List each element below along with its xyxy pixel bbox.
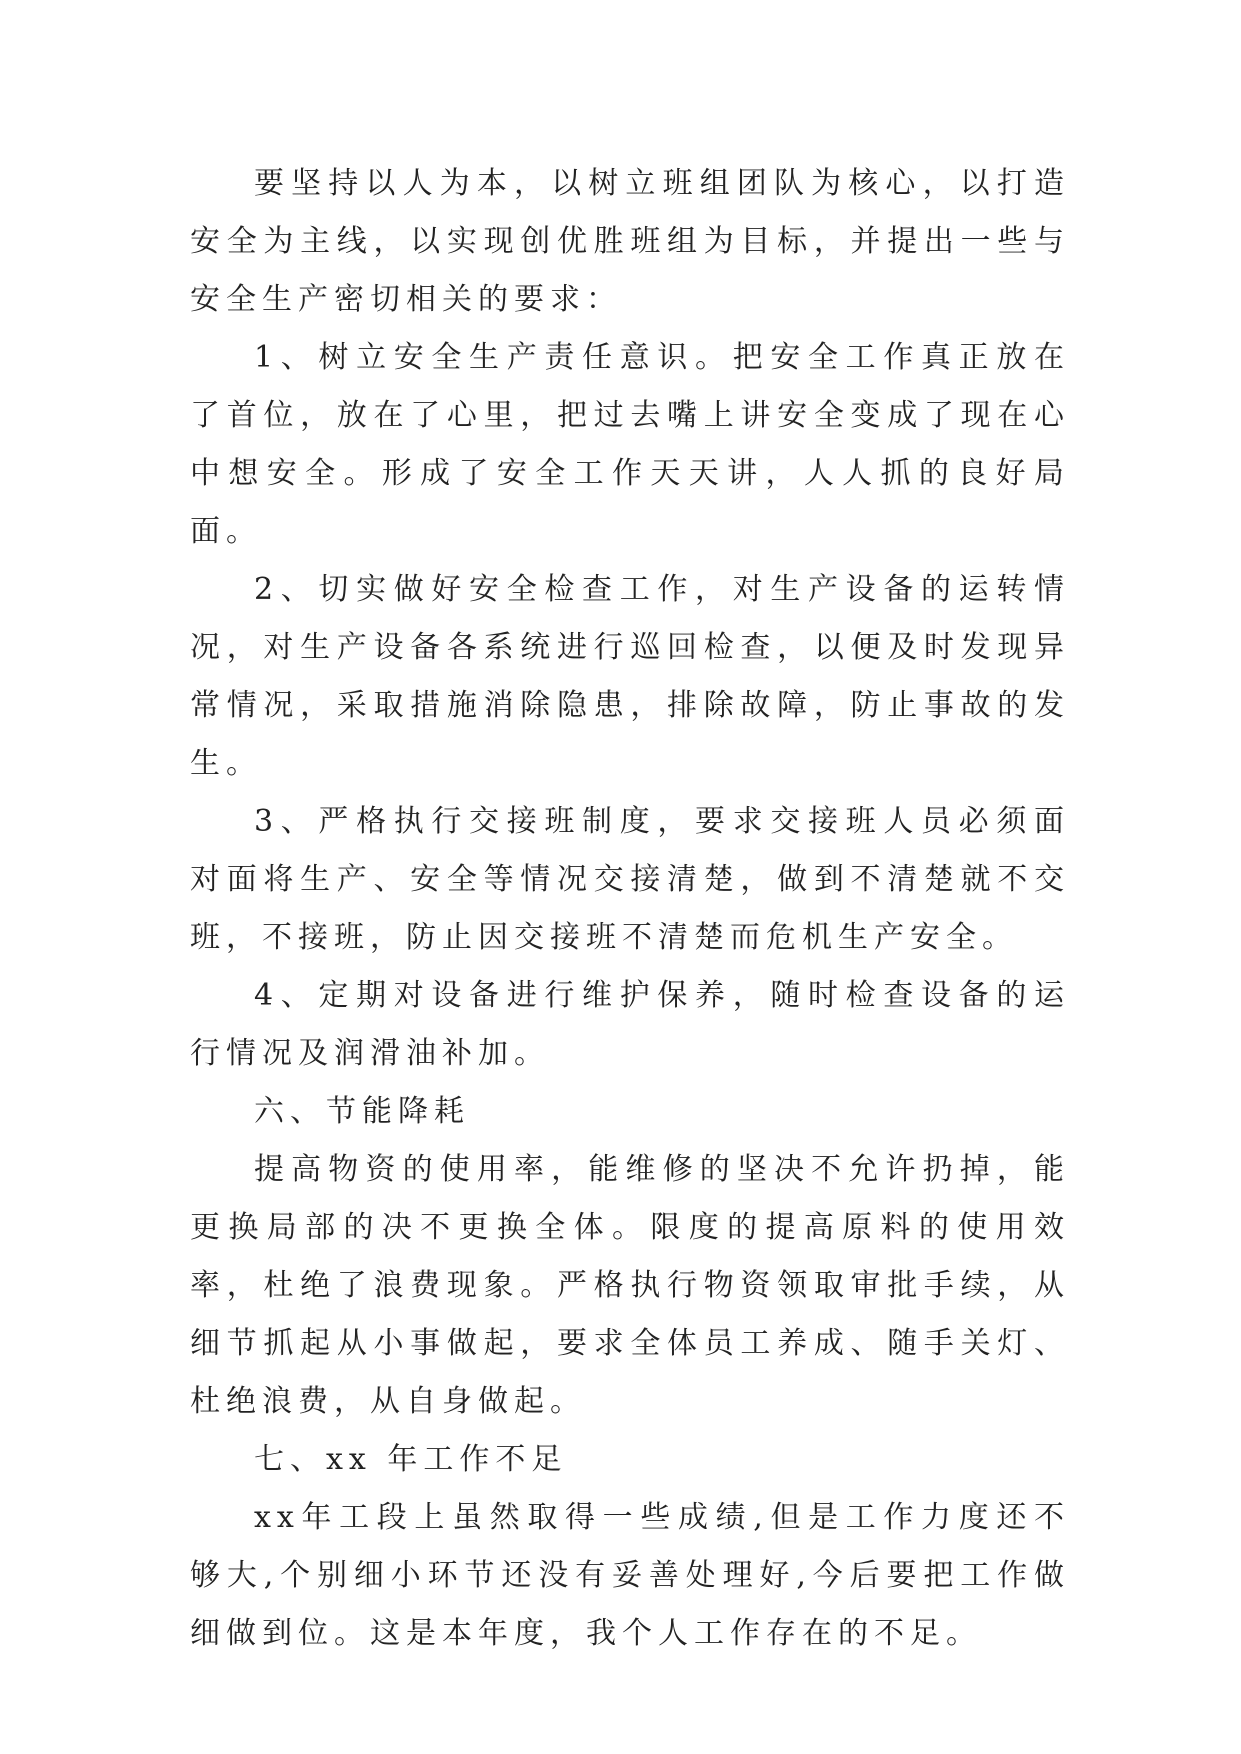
section-heading-6: 六、节能降耗: [254, 1094, 470, 1129]
paragraph-safety-intro: 要坚持以人为本，以树立班组团队为核心，以打造安全为主线，以实现创优胜班组为目标，并提出一些与安全生产密切相关的要求：: [190, 166, 1070, 317]
paragraph-item-3: 3、严格执行交接班制度，要求交接班人员必须面对面将生产、安全等情况交接清楚，做到不清楚就不交班，不接班，防止因交接班不清楚而危机生产安全。: [190, 804, 1070, 955]
section-heading-7: 七、xx 年工作不足: [254, 1442, 568, 1477]
paragraph-item-1: 1、树立安全生产责任意识。把安全工作真正放在了首位，放在了心里，把过去嘴上讲安全变成了现在心中想安全。形成了安全工作天天讲，人人抓的良好局面。: [190, 340, 1070, 549]
paragraph-item-4: 4、定期对设备进行维护保养，随时检查设备的运行情况及润滑油补加。: [190, 978, 1070, 1071]
document-body: [190, 155, 1070, 1663]
paragraph-shortcomings: xx年工段上虽然取得一些成绩,但是工作力度还不够大,个别细小环节还没有妥善处理好,今后要把工作做细做到位。这是本年度，我个人工作存在的不足。: [190, 1500, 1070, 1651]
paragraph-energy-saving: 提高物资的使用率，能维修的坚决不允许扔掉，能更换局部的决不更换全体。限度的提高原料的使用效率，杜绝了浪费现象。严格执行物资领取审批手续，从细节抓起从小事做起，要求全体员工养成、随手关灯、杜绝浪费，从自身做起。: [190, 1152, 1070, 1419]
paragraph-item-2: 2、切实做好安全检查工作，对生产设备的运转情况，对生产设备各系统进行巡回检查，以便及时发现异常情况，采取措施消除隐患，排除故障，防止事故的发生。: [190, 572, 1070, 781]
